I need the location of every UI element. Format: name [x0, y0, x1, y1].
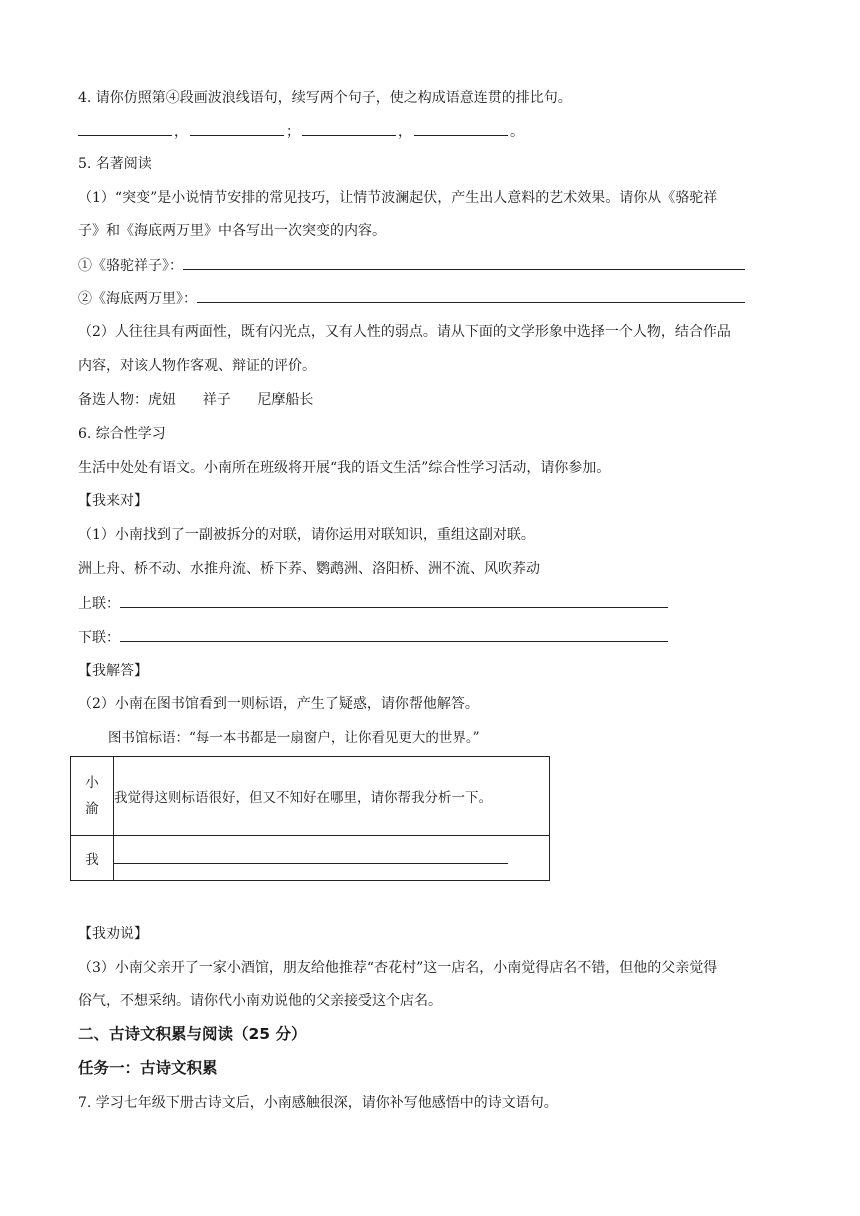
- q6-section-jieda: 【我解答】: [78, 663, 148, 679]
- speaker-char-2: 渝: [85, 801, 99, 817]
- q5-part1-line2: 子》和《海底两万里》中各写出一次突变的内容。: [78, 223, 386, 239]
- q5-answer1-label: ①《骆驼祥子》：: [78, 258, 183, 274]
- q6-intro: 生活中处处有语文。小南所在班级将开展“我的语文生活”综合性学习活动，请你参加。: [78, 460, 611, 476]
- q4-blank-4[interactable]: [414, 121, 508, 136]
- q5-part2-line1: （2）人往往具有两面性，既有闪光点，又有人性的弱点。请从下面的文学形象中选择一个人物，结合作品: [78, 324, 731, 340]
- q6-lower-row: [78, 627, 668, 648]
- q5-answer1-blank[interactable]: [183, 255, 745, 270]
- q6-title: 6. 综合性学习: [78, 426, 166, 442]
- q5-answer2-blank[interactable]: [197, 288, 745, 303]
- q6-section-duilian: 【我来对】: [78, 493, 148, 509]
- q6-part3-line2: 俗气，不想采纳。请你代小南劝说他的父亲接受这个店名。: [78, 993, 442, 1009]
- q6-upper-blank[interactable]: [120, 593, 668, 608]
- q4-prompt: 4. 请你仿照第④段画波浪线语句，续写两个句子，使之构成语意连贯的排比句。: [78, 90, 572, 106]
- q4-blank-3[interactable]: [302, 121, 396, 136]
- q6-part3-line1: （3）小南父亲开了一家小酒馆，朋友给他推荐“杏花村”这一店名，小南觉得店名不错，但他的父亲觉得: [78, 960, 718, 976]
- q5-part1-line1: （1）“突变”是小说情节安排的常见技巧，让情节波澜起伏，产生出人意料的艺术效果。请你从《骆驼祥: [78, 190, 718, 206]
- q6-upper-label: 上联：: [78, 596, 120, 612]
- dialog-row-xiaoyu: [71, 757, 550, 836]
- q6-dialog-table: [70, 756, 550, 881]
- q4-punct-3: ，: [398, 124, 412, 140]
- q4-punct-4: 。: [510, 124, 524, 140]
- dialog-answer-blank[interactable]: [114, 849, 508, 864]
- q5-title: 5. 名著阅读: [78, 156, 152, 172]
- q6-lower-label: 下联：: [78, 630, 120, 646]
- speaker-char-1: 小: [85, 775, 99, 791]
- q4-punct-1: ，: [174, 124, 188, 140]
- q4-answer-row: [78, 121, 526, 142]
- q6-fragments: 洲上舟、桥不动、水推舟流、桥下荞、鹦鹉洲、洛阳桥、洲不流、风吹荞动: [78, 561, 540, 577]
- task1-heading: 任务一：古诗文积累: [78, 1059, 218, 1077]
- q4-punct-2: ；: [286, 124, 300, 140]
- q5-candidates: 备选人物：虎妞 祥子 尼摩船长: [78, 392, 314, 408]
- q5-answer2-label: ②《海底两万里》：: [78, 291, 197, 307]
- q4-blank-2[interactable]: [190, 121, 284, 136]
- q6-section-quanshuo: 【我劝说】: [78, 926, 148, 942]
- q6-upper-row: [78, 593, 668, 614]
- dialog-row-me: [71, 836, 550, 881]
- q5-answer1-row: [78, 255, 745, 276]
- q5-part2-line2: 内容，对该人物作客观、辩证的评价。: [78, 358, 316, 374]
- dialog-speaker-me: 我: [71, 836, 114, 881]
- q6-part1: （1）小南找到了一副被拆分的对联，请你运用对联知识，重组这副对联。: [78, 527, 535, 543]
- dialog-speaker-xiaoyu: [71, 757, 114, 836]
- dialog-answer-cell: [114, 836, 550, 881]
- q4-blank-1[interactable]: [78, 121, 172, 136]
- part2-heading: 二、古诗文积累与阅读（25 分）: [78, 1025, 307, 1043]
- q7-prompt: 7. 学习七年级下册古诗文后，小南感触很深，请你补写他感悟中的诗文语句。: [78, 1095, 558, 1111]
- q6-lower-blank[interactable]: [120, 627, 668, 642]
- dialog-text-xiaoyu: 我觉得这则标语很好，但又不知好在哪里，请你帮我分析一下。: [114, 757, 550, 836]
- q5-answer2-row: [78, 288, 745, 309]
- q6-slogan: 图书馆标语：“每一本书都是一扇窗户，让你看见更大的世界。”: [108, 730, 480, 746]
- q6-part2: （2）小南在图书馆看到一则标语，产生了疑惑，请你帮他解答。: [78, 696, 479, 712]
